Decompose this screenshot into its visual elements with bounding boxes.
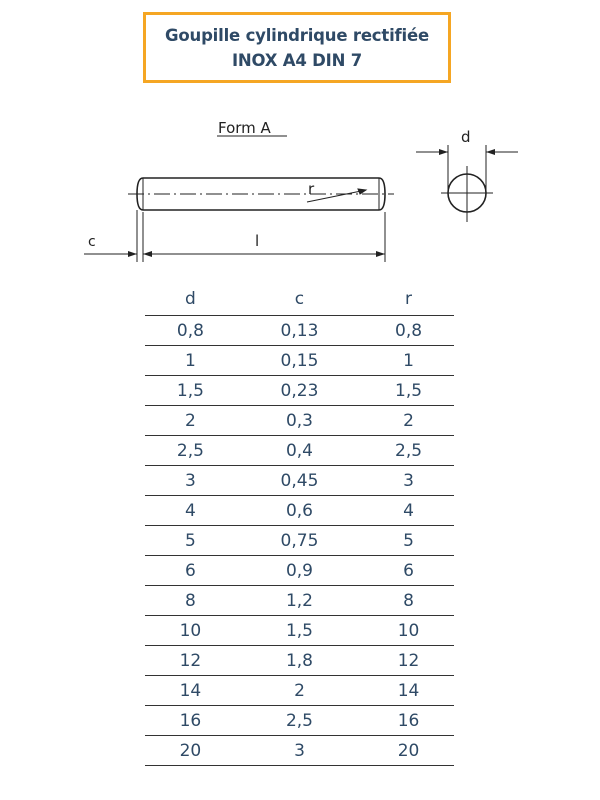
cell-d: 20 (145, 736, 236, 766)
cell-c: 0,13 (236, 316, 363, 346)
pin-end-view (416, 145, 518, 222)
cell-r: 0,8 (363, 316, 454, 346)
cell-c: 1,2 (236, 586, 363, 616)
table-row (145, 406, 454, 436)
radius-label: r (308, 180, 315, 198)
cell-d: 10 (145, 616, 236, 646)
cell-r: 12 (363, 646, 454, 676)
table-row (145, 646, 454, 676)
cell-r: 1,5 (363, 376, 454, 406)
dimension-lines (84, 210, 385, 262)
table-row (145, 316, 454, 346)
cell-r: 2,5 (363, 436, 454, 466)
header-r: r (405, 289, 413, 309)
cell-c: 0,9 (236, 556, 363, 586)
cell-r: 2 (363, 406, 454, 436)
table-header-row (145, 285, 454, 316)
cell-c: 3 (236, 736, 363, 766)
d-label: d (461, 128, 471, 146)
cell-d: 0,8 (145, 316, 236, 346)
form-label: Form A (218, 119, 271, 137)
cell-d: 14 (145, 676, 236, 706)
cell-d: 2,5 (145, 436, 236, 466)
cell-d: 5 (145, 526, 236, 556)
cell-c: 2,5 (236, 706, 363, 736)
header-c: c (294, 289, 305, 309)
cell-d: 4 (145, 496, 236, 526)
table-row (145, 616, 454, 646)
cell-d: 6 (145, 556, 236, 586)
cell-c: 0,4 (236, 436, 363, 466)
cell-d: 12 (145, 646, 236, 676)
cell-r: 1 (363, 346, 454, 376)
table-row (145, 496, 454, 526)
cell-r: 14 (363, 676, 454, 706)
cell-r: 16 (363, 706, 454, 736)
table-row (145, 706, 454, 736)
cell-d: 2 (145, 406, 236, 436)
cell-c: 1,5 (236, 616, 363, 646)
cell-r: 3 (363, 466, 454, 496)
table-row (145, 586, 454, 616)
cell-d: 1,5 (145, 376, 236, 406)
cell-r: 20 (363, 736, 454, 766)
table-row (145, 676, 454, 706)
c-label: c (88, 234, 96, 250)
title-line-2: INOX A4 DIN 7 (231, 50, 363, 70)
cell-c: 1,8 (236, 646, 363, 676)
cell-c: 0,75 (236, 526, 363, 556)
cell-d: 16 (145, 706, 236, 736)
title-line-1: Goupille cylindrique rectifiée (165, 25, 429, 45)
cell-c: 0,3 (236, 406, 363, 436)
cell-d: 8 (145, 586, 236, 616)
table-row (145, 346, 454, 376)
table-row (145, 436, 454, 466)
cell-r: 10 (363, 616, 454, 646)
table-row (145, 736, 454, 766)
header-d: d (185, 289, 196, 309)
cell-c: 0,6 (236, 496, 363, 526)
cell-c: 0,15 (236, 346, 363, 376)
table-row (145, 466, 454, 496)
dimension-table (145, 285, 454, 766)
technical-drawing (0, 0, 600, 280)
pin-side-view (128, 178, 394, 210)
l-label: l (255, 232, 260, 250)
table-row (145, 526, 454, 556)
cell-r: 5 (363, 526, 454, 556)
cell-d: 1 (145, 346, 236, 376)
cell-r: 6 (363, 556, 454, 586)
cell-c: 2 (236, 676, 363, 706)
cell-r: 8 (363, 586, 454, 616)
table-body (145, 316, 454, 766)
cell-c: 0,45 (236, 466, 363, 496)
table-row (145, 376, 454, 406)
cell-r: 4 (363, 496, 454, 526)
cell-d: 3 (145, 466, 236, 496)
cell-c: 0,23 (236, 376, 363, 406)
table-row (145, 556, 454, 586)
